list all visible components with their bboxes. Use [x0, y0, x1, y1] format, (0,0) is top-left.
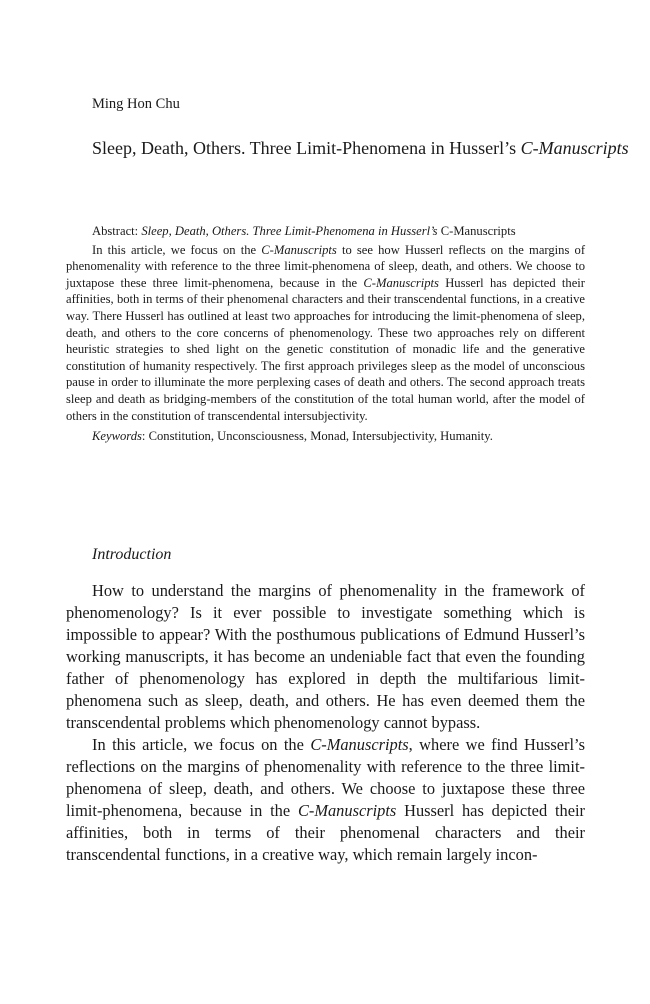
intro-p2-e: Husserl has depicted their affinities, both in terms of their phenomenal characters and their transcendental functions, in a creative way, which remain largely incon- [66, 801, 585, 864]
paper-title-main: Sleep, Death, Others. Three Limit-Phenomena in Husserl’s [92, 138, 521, 158]
abstract-text-a: In this article, we focus on the [92, 242, 262, 257]
paper-title-italic: C-Manuscripts [520, 138, 629, 158]
abstract-text-d: C-Manuscripts [363, 275, 439, 290]
intro-p2-d: C-Manuscripts [297, 801, 397, 820]
author-name: Ming Hon Chu [92, 96, 180, 112]
introduction-body [66, 580, 585, 866]
abstract-section [66, 223, 585, 445]
abstract-paragraph [66, 242, 585, 425]
abstract-text-e: Husserl has depicted their affinities, both in terms of their phenomenal characters and their transcendental functions, in a creative way. There Husserl has outlined at least two approaches for introducing the limit-phenomena of sleep, death, and others to the core concerns of phenomenology. These two approaches rely on different heuristic strategies to shed light on the genetic constitution of monadic life and the generative constitution of humanity respectively. The first approach privileges sleep as the model of unconscious pause in order to illuminate the more perplexing cases of death and others. The second approach treats sleep and death as bridging-members of the constitution of the total human world, after the model of others in the constitution of transcendental intersubjectivity. [66, 275, 585, 423]
intro-p2-b: C-Manuscripts [310, 735, 409, 754]
introduction-heading: Introduction [92, 546, 172, 563]
abstract-heading [66, 223, 585, 240]
abstract-label: Abstract: [92, 224, 142, 238]
keywords-line [66, 428, 585, 445]
paper-title [92, 138, 629, 159]
abstract-title-tail: C-Manuscripts [437, 224, 516, 238]
keywords-list: : Constitution, Unconsciousness, Monad, Intersubjectivity, Humanity. [141, 429, 493, 444]
abstract-title-italic: Sleep, Death, Others. Three Limit-Phenomena in Husserl’s [141, 224, 438, 238]
intro-p2-a: In this article, we focus on the [92, 735, 311, 754]
intro-p2-c: , where we find Husserl’s reflections on the margins of phenomenality with reference to the three limit-phenomena of sleep, death, and others. We choose to juxtapose these three limit-phenomena, because in the [66, 735, 585, 820]
abstract-text-c: to see how Husserl reflects on the margins of phenomenality with reference to the three limit-phenomena of sleep, death, and others. We choose to juxtapose these three limit-phenomena, because in the [66, 242, 586, 290]
introduction-paragraph-2 [66, 734, 585, 866]
abstract-text-b: C-Manuscripts [261, 242, 337, 257]
introduction-paragraph-1: How to understand the margins of phenomenality in the framework of phenomenology? Is it ever possible to investigate something which is impossible to appear? With the posthumous publications of Edmund Husserl’s working manuscripts, it has become an undeniable fact that even the founding father of phenomenology has explored in depth the multifarious limit-phenomena such as sleep, death, and others. He has even deemed them the transcendental problems which phenomenology cannot bypass. [66, 581, 585, 732]
keywords-label: Keywords [92, 429, 142, 444]
